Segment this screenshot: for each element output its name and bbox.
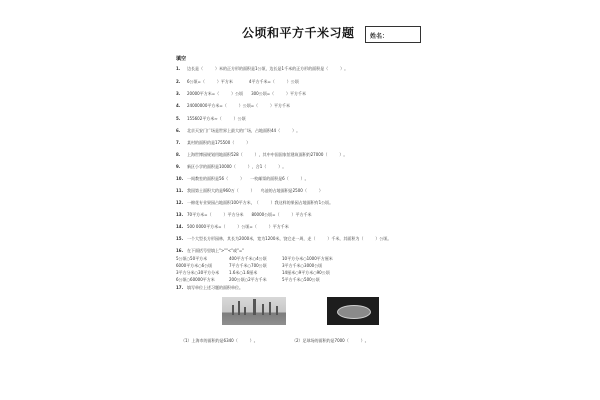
question-2: 2. 6公顷=（ ）平方米 4平方千米=（ ）公顷 (176, 79, 299, 84)
comparison-row-2: 6000平方米○6公顷 7平方千米○700公顷 3平方千米○3000公顷 (176, 263, 323, 268)
name-field[interactable]: 姓名： (365, 26, 421, 43)
building-shape (238, 301, 240, 315)
question-14: 14. 500 0000平方米=（ ）公顷=（ ）平方千米 (176, 224, 289, 229)
comparison-row-1: 5公顷○50平方米 400平方千米○4公顷 10平方分米○1000平方厘米 (176, 256, 333, 261)
question-12: 12. 一棉花专业果园占地面积100平方米，（ ）我这样的果园占地面积有1公顷。 (176, 200, 334, 205)
question-4: 4. 24000000平方米=（ ）公顷=（ ）平方千米 (176, 103, 291, 108)
comparison-row-3: 3平方分米○30平方分米 1.6米○1.6厘米 14厘米○9平方米○90公顷 (176, 270, 330, 275)
question-8: 8. 上海世博园规划用地面积528（ ），其中中国国家馆建筑面积约27000（ ）。 (176, 152, 348, 157)
question-15: 15. 一个大型长方形园林，其长为2000米，宽为1200米，饶它走一周，走（ ）千米，其面积为（ ）公顷。 (176, 236, 392, 241)
shanghai-skyline-image (222, 297, 286, 325)
building-shape (253, 299, 256, 315)
question-10: 10. 一间教室的面积是56（ ） 一枚邮票的面积是6（ ）。 (176, 176, 309, 181)
question-11: 11. 我国第土面积大约是960万（ ） 鸟池的占地面积是2500（ ） (176, 188, 323, 193)
caption-shanghai: （1）上海市的面积约是6340（ ）。 (181, 338, 258, 343)
section-label: 填空 (176, 56, 187, 62)
question-13: 13. 70平方米=（ ）平方分米 80000公顷=（ ）平方千米 (176, 212, 312, 217)
building-shape (269, 302, 271, 315)
stadium-image (327, 297, 379, 325)
question-16: 16. 在下面括号里填上">""<"或"=" (176, 248, 245, 253)
comparison-row-4: 6公顷○60000平方米 200公顷○2平方千米 5平方千米○500公顷 (176, 277, 320, 282)
question-5: 5. 155602平方米≈（ ）公顷 (176, 116, 246, 121)
caption-stadium: （2）足球场的面积约是7000（ ）。 (292, 338, 369, 343)
question-1: 1. 边长是（ ）米的正方形的面积是1公顷，边长是1千米的正方形的面积是（ ）。 (176, 66, 349, 71)
page-title: 公顷和平方千米习题 (242, 26, 355, 40)
question-3: 3. 20000平方米=（ ）公顷 300公顷=（ ）平方千米 (176, 91, 307, 96)
football-field-shape (337, 305, 371, 319)
question-17: 17. 填写单位上述习题的面积单位。 (176, 285, 243, 290)
building-shape (232, 305, 234, 315)
question-7: 7. 某村的面积约是175500（ ） (176, 140, 251, 145)
question-9: 9. 新区小学的面积是10000（ ），合1（ ）。 (176, 164, 287, 169)
building-shape (244, 307, 246, 315)
building-shape (276, 306, 278, 315)
question-6: 6. 北京天安门广场是世界上最大的广场，占地面积44（ ）。 (176, 128, 301, 133)
building-shape (262, 304, 264, 315)
